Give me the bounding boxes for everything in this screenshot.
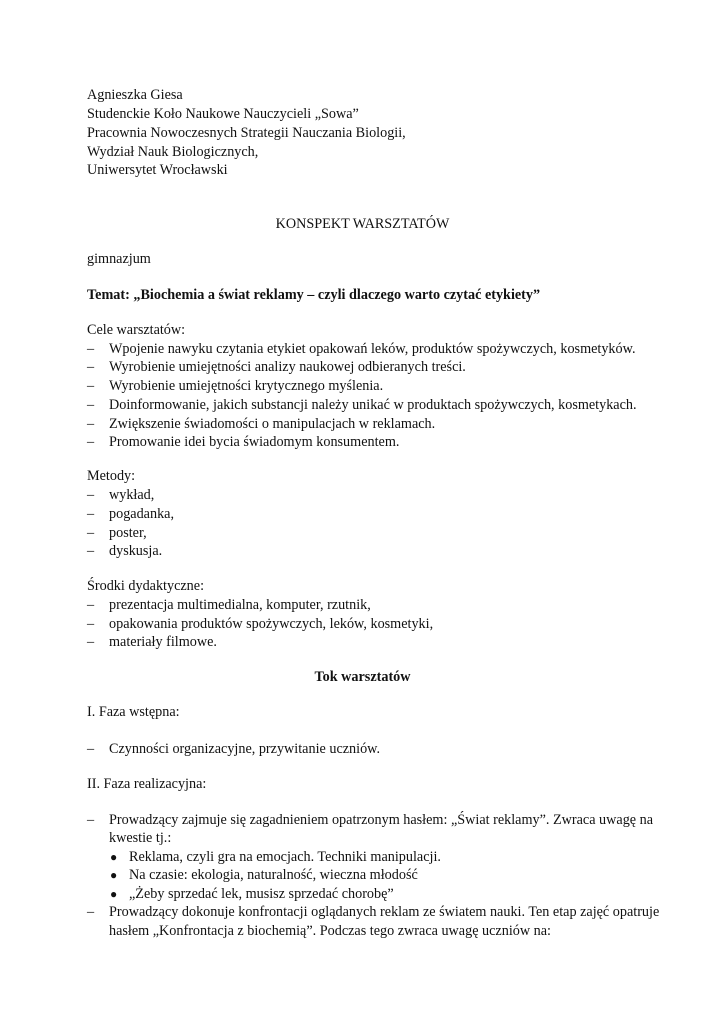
bullet-marker: ● <box>110 868 118 882</box>
method-item: wykład, <box>109 487 155 503</box>
methods-heading: Metody: <box>87 468 136 484</box>
dash-marker: – <box>87 397 95 413</box>
aids-heading: Środki dydaktyczne: <box>87 578 205 594</box>
method-item: pogadanka, <box>109 506 175 522</box>
phase1-heading: I. Faza wstępna: <box>87 704 180 720</box>
goal-item: Wyrobienie umiejętności analizy naukowej odbieranych treści. <box>109 359 466 375</box>
course-heading: Tok warsztatów <box>314 669 411 685</box>
bullet-marker: ● <box>110 887 118 901</box>
document-title: KONSPEKT WARSZTATÓW <box>275 216 450 232</box>
aid-item: materiały filmowe. <box>109 634 217 650</box>
goal-item: Wyrobienie umiejętności krytycznego myślenia. <box>109 378 384 394</box>
affiliation-line: Uniwersytet Wrocławski <box>87 162 228 178</box>
dash-marker: – <box>87 616 95 632</box>
dash-marker: – <box>87 506 95 522</box>
bullet-item: „Żeby sprzedać lek, musisz sprzedać chorobę” <box>129 886 394 902</box>
bullet-item: Na czasie: ekologia, naturalność, wieczna młodość <box>129 867 418 883</box>
school-level: gimnazjum <box>87 251 151 267</box>
affiliation-line: Pracownia Nowoczesnych Strategii Nauczania Biologii, <box>87 125 406 141</box>
phase2-item-line: Prowadzący dokonuje konfrontacji oglądanych reklam ze światem nauki. Ten etap zajęć opatruje <box>109 904 660 920</box>
dash-marker: – <box>87 543 95 559</box>
phase2-item-line: Prowadzący zajmuje się zagadnieniem opatrzonym hasłem: „Świat reklamy”. Zwraca uwagę na <box>109 812 654 828</box>
author-name: Agnieszka Giesa <box>87 87 183 103</box>
dash-marker: – <box>87 487 95 503</box>
affiliation-line: Wydział Nauk Biologicznych, <box>87 144 259 160</box>
goal-item: Zwiększenie świadomości o manipulacjach w reklamach. <box>109 416 436 432</box>
method-item: dyskusja. <box>109 543 163 559</box>
topic-heading: Temat: „Biochemia a świat reklamy – czyli dlaczego warto czytać etykiety” <box>87 287 541 303</box>
dash-marker: – <box>87 525 95 541</box>
phase2-heading: II. Faza realizacyjna: <box>87 776 207 792</box>
dash-marker: – <box>87 359 95 375</box>
dash-marker: – <box>87 434 95 450</box>
bullet-marker: ● <box>110 850 118 864</box>
goal-item: Promowanie idei bycia świadomym konsumentem. <box>109 434 400 450</box>
aid-item: prezentacja multimedialna, komputer, rzutnik, <box>109 597 371 613</box>
goal-item: Wpojenie nawyku czytania etykiet opakowań leków, produktów spożywczych, kosmetyków. <box>109 341 636 357</box>
dash-marker: – <box>87 904 95 920</box>
phase2-item-line: kwestie tj.: <box>109 830 172 846</box>
dash-marker: – <box>87 812 95 828</box>
dash-marker: – <box>87 597 95 613</box>
dash-marker: – <box>87 378 95 394</box>
bullet-item: Reklama, czyli gra na emocjach. Techniki manipulacji. <box>129 849 441 865</box>
phase1-item: Czynności organizacyjne, przywitanie uczniów. <box>109 741 381 757</box>
affiliation-line: Studenckie Koło Naukowe Nauczycieli „Sowa” <box>87 106 359 122</box>
method-item: poster, <box>109 525 147 541</box>
phase2-item-line: hasłem „Konfrontacja z biochemią”. Podczas tego zwraca uwagę uczniów na: <box>109 923 551 939</box>
dash-marker: – <box>87 741 95 757</box>
goal-item: Doinformowanie, jakich substancji należy unikać w produktach spożywczych, kosmetykach. <box>109 397 637 413</box>
aid-item: opakowania produktów spożywczych, leków, kosmetyki, <box>109 616 434 632</box>
dash-marker: – <box>87 634 95 650</box>
goals-heading: Cele warsztatów: <box>87 322 186 338</box>
dash-marker: – <box>87 341 95 357</box>
dash-marker: – <box>87 416 95 432</box>
